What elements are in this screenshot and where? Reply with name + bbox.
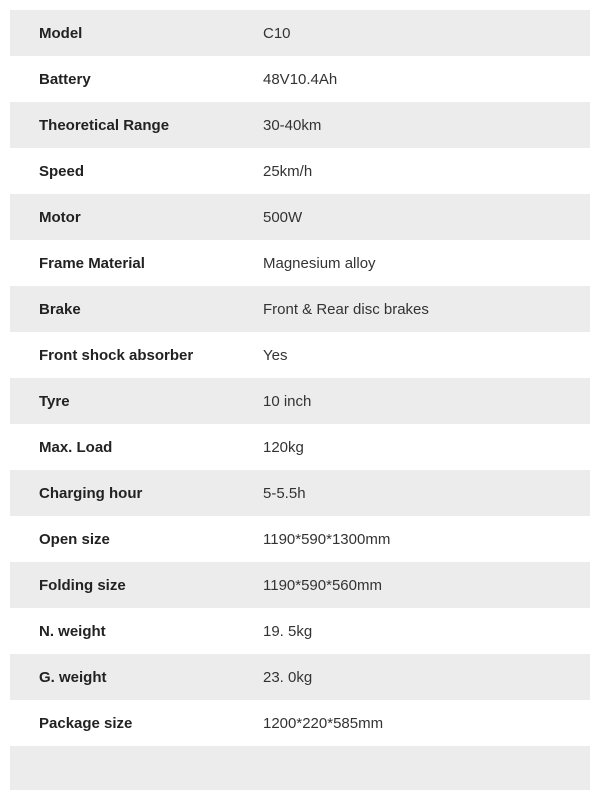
spec-value: 1200*220*585mm — [263, 714, 384, 732]
spec-row-motor — [10, 194, 590, 240]
spec-value: Yes — [263, 346, 288, 364]
spec-value: 30-40km — [263, 116, 322, 134]
spec-row-max-load — [10, 424, 590, 470]
spec-value: 1190*590*1300mm — [263, 530, 391, 548]
spec-label: Frame Material — [39, 254, 145, 272]
spec-value: 5-5.5h — [263, 484, 306, 502]
spec-value: 25km/h — [263, 162, 313, 180]
spec-label: Tyre — [39, 392, 70, 410]
spec-value: 19. 5kg — [263, 622, 313, 640]
spec-label: Package size — [39, 714, 133, 732]
spec-label: G. weight — [39, 668, 107, 686]
spec-label: Model — [39, 24, 83, 42]
spec-row-g-weight — [10, 654, 590, 700]
spec-row-front-shock-absorber — [10, 332, 590, 378]
spec-table — [10, 10, 590, 790]
spec-row-n-weight — [10, 608, 590, 654]
spec-row-tyre — [10, 378, 590, 424]
spec-label: Charging hour — [39, 484, 143, 502]
spec-row-speed — [10, 148, 590, 194]
spec-label: Battery — [39, 70, 91, 88]
spec-row-package-size — [10, 700, 590, 746]
spec-row-open-size — [10, 516, 590, 562]
spec-label: Max. Load — [39, 438, 113, 456]
spec-label: Theoretical Range — [39, 116, 170, 134]
spec-label: Open size — [39, 530, 110, 548]
spec-value: Front & Rear disc brakes — [263, 300, 429, 318]
spec-value: 48V10.4Ah — [263, 70, 338, 88]
spec-label: Front shock absorber — [39, 346, 194, 364]
spec-value: 1190*590*560mm — [263, 576, 382, 594]
spec-row-empty — [10, 746, 590, 790]
spec-label: Speed — [39, 162, 85, 180]
spec-row-frame-material — [10, 240, 590, 286]
spec-label: Brake — [39, 300, 81, 318]
spec-value: C10 — [263, 24, 291, 42]
spec-label: Folding size — [39, 576, 126, 594]
spec-row-folding-size — [10, 562, 590, 608]
spec-row-theoretical-range — [10, 102, 590, 148]
spec-value: 120kg — [263, 438, 304, 456]
spec-label: N. weight — [39, 622, 106, 640]
spec-row-brake — [10, 286, 590, 332]
spec-value: 500W — [263, 208, 303, 226]
spec-label: Motor — [39, 208, 81, 226]
spec-value: 23. 0kg — [263, 668, 313, 686]
spec-row-battery — [10, 56, 590, 102]
spec-value: 10 inch — [263, 392, 312, 410]
spec-row-model — [10, 10, 590, 56]
spec-row-charging-hour — [10, 470, 590, 516]
spec-value: Magnesium alloy — [263, 254, 376, 272]
